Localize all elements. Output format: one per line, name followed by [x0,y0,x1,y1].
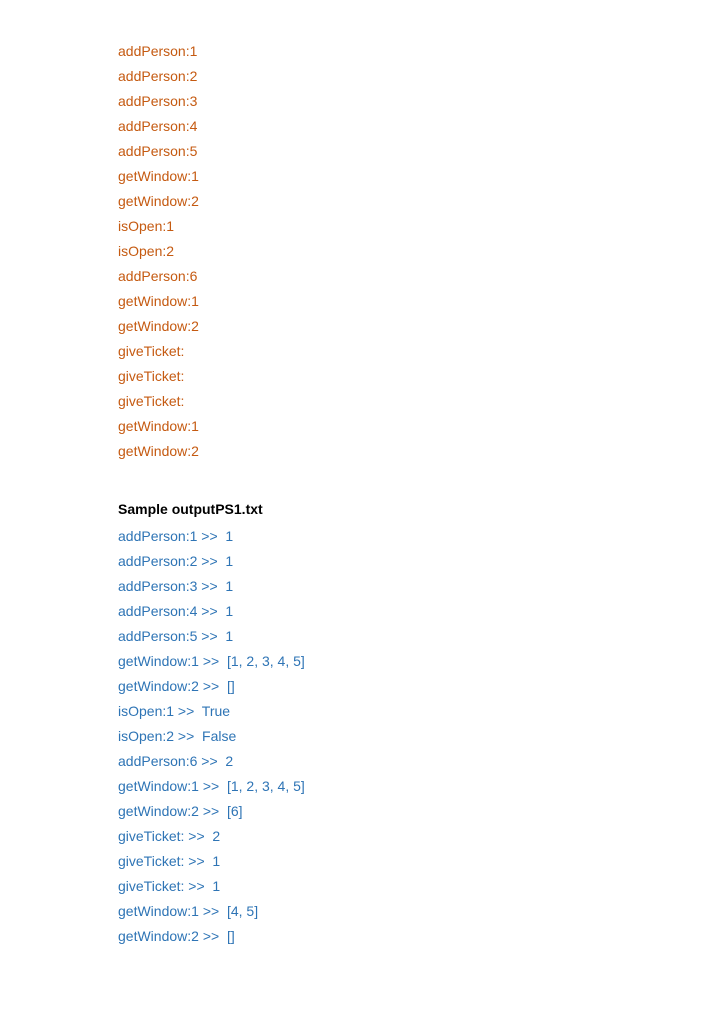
output-line: giveTicket: >> 1 [118,853,221,869]
input-line: isOpen:2 [118,243,175,259]
output-line: addPerson:5 >> 1 [118,628,234,644]
output-line: getWindow:1 >> [1, 2, 3, 4, 5] [118,653,305,669]
output-line: addPerson:2 >> 1 [118,553,234,569]
input-line: giveTicket: [118,343,185,359]
input-line: getWindow:1 [118,168,199,184]
input-line: getWindow:1 [118,418,199,434]
output-line: addPerson:1 >> 1 [118,528,234,544]
output-line: addPerson:4 >> 1 [118,603,234,619]
input-line: addPerson:5 [118,143,198,159]
input-line: addPerson:3 [118,93,198,109]
output-line: isOpen:1 >> True [118,703,231,719]
output-line: isOpen:2 >> False [118,728,237,744]
input-line: addPerson:6 [118,268,198,284]
input-line: isOpen:1 [118,218,175,234]
sample-input-block [118,39,678,464]
output-line: addPerson:6 >> 2 [118,753,234,769]
output-line: getWindow:2 >> [] [118,678,235,694]
sample-output-block [118,524,678,949]
input-line: getWindow:2 [118,193,199,209]
input-line: getWindow:2 [118,443,199,459]
input-line: addPerson:1 [118,43,198,59]
input-line: giveTicket: [118,393,185,409]
input-line: addPerson:4 [118,118,198,134]
input-line: giveTicket: [118,368,185,384]
output-line: giveTicket: >> 2 [118,828,221,844]
input-line: getWindow:1 [118,293,199,309]
output-heading: Sample outputPS1.txt [118,501,263,517]
input-line: addPerson:2 [118,68,198,84]
output-line: getWindow:1 >> [4, 5] [118,903,259,919]
output-line: getWindow:2 >> [6] [118,803,243,819]
document-page [118,39,678,949]
output-line: getWindow:1 >> [1, 2, 3, 4, 5] [118,778,305,794]
output-line: addPerson:3 >> 1 [118,578,234,594]
output-line: giveTicket: >> 1 [118,878,221,894]
input-line: getWindow:2 [118,318,199,334]
output-line: getWindow:2 >> [] [118,928,235,944]
